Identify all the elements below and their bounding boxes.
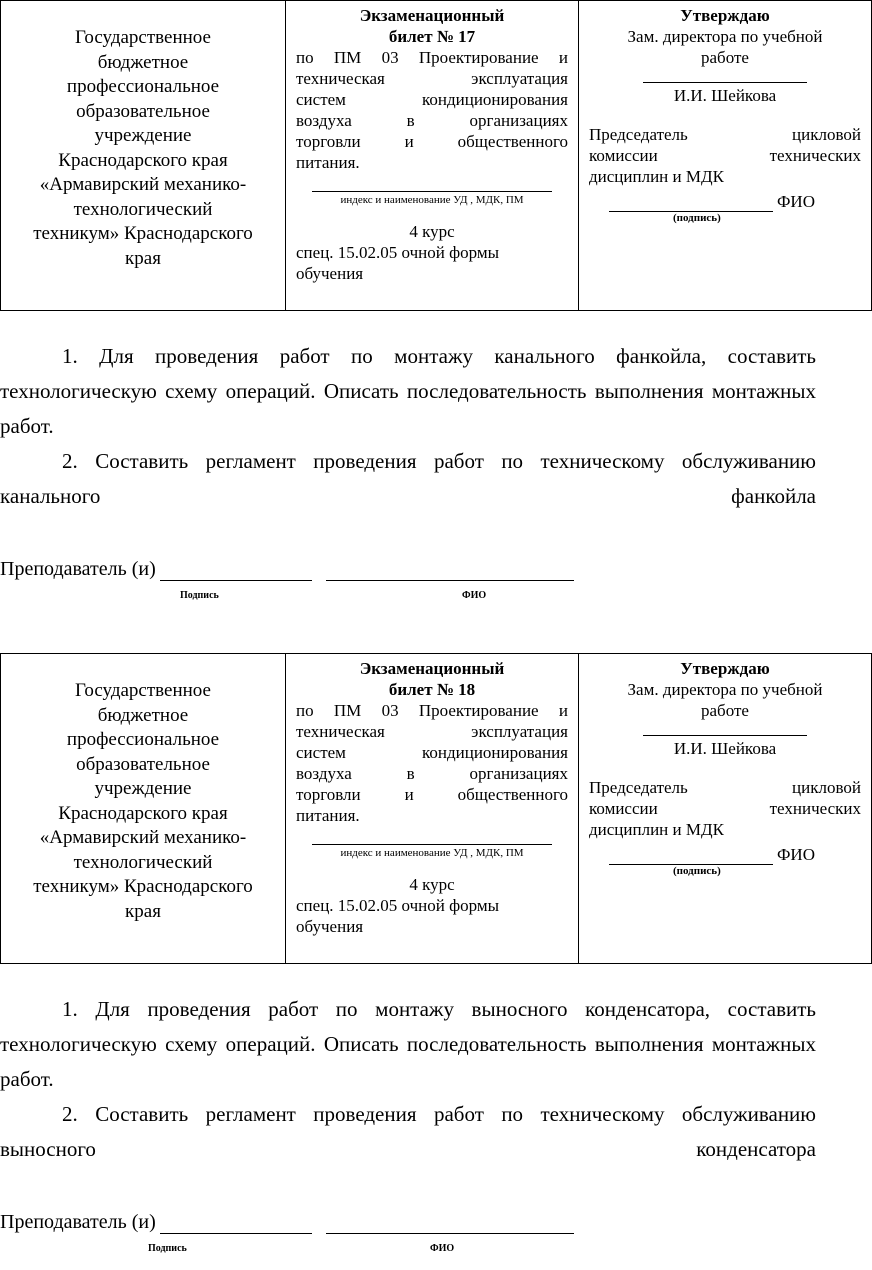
org-line: техникум» Краснодарского [33, 876, 253, 897]
approval-cell [579, 1, 872, 311]
exam-ticket-17 [0, 0, 861, 612]
ticket-title: Экзаменационный [359, 659, 505, 678]
subject-line: питания. [296, 153, 360, 172]
index-underline [312, 191, 552, 192]
index-underline [312, 844, 552, 845]
task-item: 2. Составить регламент проведения работ по техническому обслуживанию канального фанкойла [0, 449, 816, 508]
chair-line: дисциплин и МДК [589, 167, 724, 186]
subject-line: техническая эксплуатация [296, 722, 568, 741]
task-item: 2. Составить регламент проведения работ по техническому обслуживанию выносного конденсатора [0, 1102, 816, 1161]
subject-line: систем кондиционирования [296, 90, 568, 109]
teacher-fio-line [326, 1213, 574, 1234]
teacher-signature-row [0, 558, 574, 581]
task-item: 1. Для проведения работ по монтажу выносного конденсатора, составить технологическую схему операций. Описать последовательность выполнения монтажных работ. [0, 997, 816, 1091]
subject-line: техническая эксплуатация [296, 69, 568, 88]
specialty: спец. 15.02.05 очной формы [296, 243, 500, 262]
chair-line: комиссии технических [589, 146, 861, 165]
teacher-label: Преподаватель (и) [0, 558, 156, 580]
study-form: обучения [296, 264, 364, 283]
org-line: «Армавирский механико- [39, 827, 247, 848]
ticket-info-cell [286, 654, 579, 964]
teacher-sign-caption: Подпись [148, 1243, 187, 1254]
teacher-signature-row [0, 1211, 574, 1234]
org-line: технологический [73, 851, 213, 873]
org-line: учреждение [94, 125, 192, 146]
organization-cell [1, 1, 286, 311]
specialty: спец. 15.02.05 очной формы [296, 896, 500, 915]
ticket-info-cell [286, 1, 579, 311]
study-form: обучения [296, 917, 364, 936]
ticket-number: билет № 17 [388, 27, 476, 46]
subject-line: по ПМ 03 Проектирование и [296, 701, 568, 720]
approver-position: Зам. директора по учебной [627, 680, 823, 699]
fio-label: ФИО [777, 192, 815, 211]
subject-line: торговли и общественного [296, 132, 568, 151]
ticket-header-table [0, 0, 872, 311]
teacher-sign-caption: Подпись [180, 590, 219, 601]
chair-line: дисциплин и МДК [589, 820, 724, 839]
subject-line: торговли и общественного [296, 785, 568, 804]
org-line: Краснодарского края [58, 149, 228, 171]
approver-position: работе [701, 701, 749, 720]
chair-line: Председатель цикловой [589, 778, 861, 797]
approver-name: И.И. Шейкова [673, 739, 777, 758]
org-line: Краснодарского края [58, 802, 228, 824]
approver-position: Зам. директора по учебной [627, 27, 823, 46]
task-list [0, 992, 816, 1167]
organization-cell [1, 654, 286, 964]
ticket-header-table [0, 653, 872, 964]
signature-caption: (подпись) [673, 865, 721, 877]
approval-cell [579, 654, 872, 964]
task-item: 1. Для проведения работ по монтажу канального фанкойла, составить технологическую схему операций. Описать последовательность выполнения монтажных работ. [0, 344, 816, 438]
subject-line: систем кондиционирования [296, 743, 568, 762]
approver-position: работе [701, 48, 749, 67]
approver-signature-line [643, 82, 807, 83]
org-line: образовательное [76, 100, 210, 122]
course: 4 курс [409, 875, 455, 894]
approver-signature-line [643, 735, 807, 736]
chair-signature-line [609, 193, 773, 212]
chair-signature-row [589, 191, 861, 212]
subject-line: питания. [296, 806, 360, 825]
subject-line: воздуха в организациях [296, 764, 568, 783]
signature-caption: (подпись) [673, 212, 721, 224]
org-line: края [125, 247, 161, 269]
task-list [0, 339, 816, 514]
fio-label: ФИО [777, 845, 815, 864]
teacher-signature-line [160, 560, 312, 581]
exam-ticket-18 [0, 653, 861, 1265]
approver-name: И.И. Шейкова [673, 86, 777, 105]
org-line: Государственное [75, 27, 211, 48]
ticket-title: Экзаменационный [359, 6, 505, 25]
approve-title: Утверждаю [680, 6, 770, 25]
chair-signature-line [609, 846, 773, 865]
org-line: бюджетное [97, 51, 189, 73]
teacher-fio-caption: ФИО [430, 1243, 455, 1254]
chair-line: комиссии технических [589, 799, 861, 818]
org-line: технологический [73, 198, 213, 220]
org-line: учреждение [94, 778, 192, 799]
index-caption: индекс и наименование УД , МДК, ПМ [340, 194, 524, 206]
approve-title: Утверждаю [680, 659, 770, 678]
teacher-label: Преподаватель (и) [0, 1211, 156, 1233]
ticket-number: билет № 18 [388, 680, 476, 699]
teacher-fio-line [326, 560, 574, 581]
subject-line: по ПМ 03 Проектирование и [296, 48, 568, 67]
org-line: края [125, 900, 161, 922]
org-line: бюджетное [97, 704, 189, 726]
org-line: профессиональное [66, 76, 220, 97]
chair-signature-row [589, 844, 861, 865]
course: 4 курс [409, 222, 455, 241]
subject-line: воздуха в организациях [296, 111, 568, 130]
chair-line: Председатель цикловой [589, 125, 861, 144]
teacher-fio-caption: ФИО [462, 590, 487, 601]
org-line: Государственное [75, 680, 211, 701]
org-line: техникум» Краснодарского [33, 223, 253, 244]
index-caption: индекс и наименование УД , МДК, ПМ [340, 847, 524, 859]
org-line: «Армавирский механико- [39, 174, 247, 195]
org-line: образовательное [76, 753, 210, 775]
teacher-signature-line [160, 1213, 312, 1234]
org-line: профессиональное [66, 729, 220, 750]
